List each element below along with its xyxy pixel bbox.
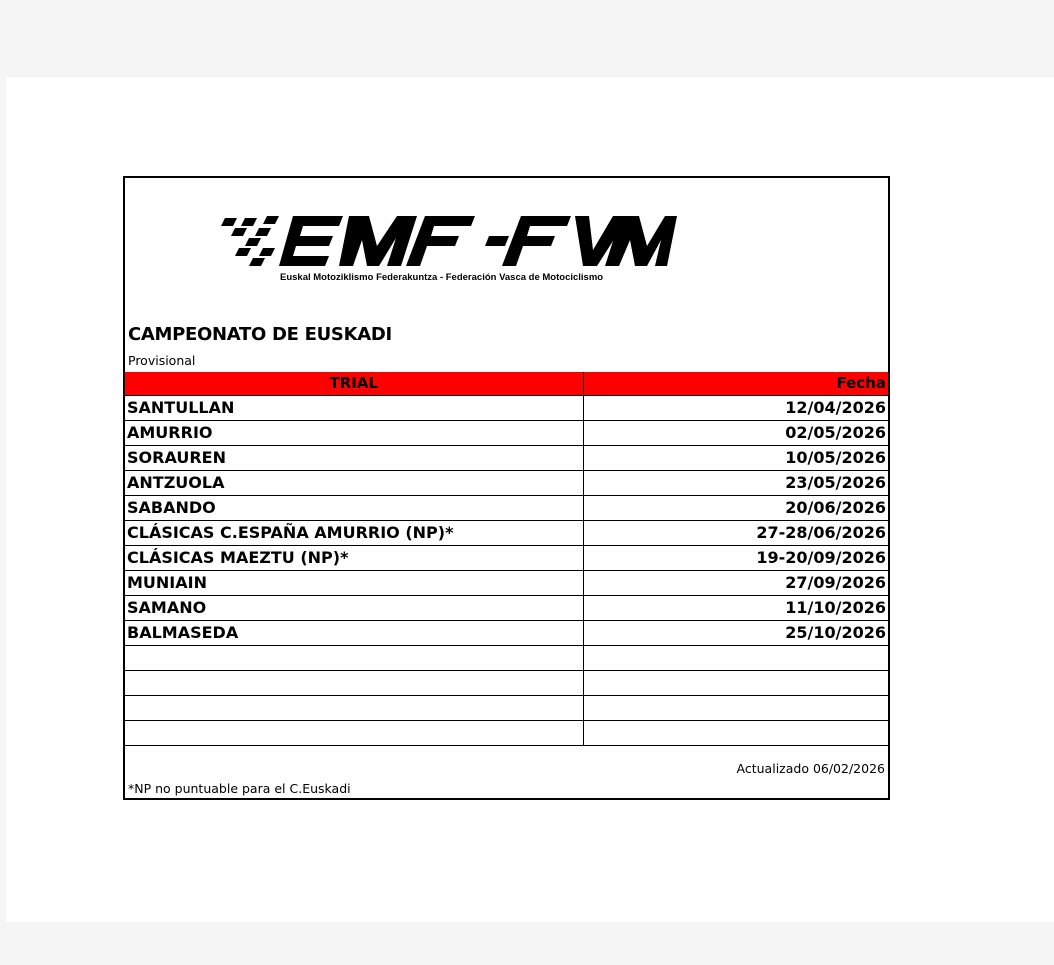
table-row xyxy=(125,646,888,671)
event-name-cell: AMURRIO xyxy=(125,421,583,446)
event-name-cell: SABANDO xyxy=(125,496,583,521)
event-date-cell: 20/06/2026 xyxy=(583,496,888,521)
table-row xyxy=(125,621,888,646)
table-row xyxy=(125,446,888,471)
event-name-cell: CLÁSICAS C.ESPAÑA AMURRIO (NP)* xyxy=(125,521,583,546)
table-row xyxy=(125,571,888,596)
event-name-cell: ANTZUOLA xyxy=(125,471,583,496)
event-date-cell xyxy=(583,696,888,721)
event-date-cell xyxy=(583,646,888,671)
status-label: Provisional xyxy=(128,353,196,368)
event-name-cell xyxy=(125,721,583,746)
event-date-cell: 02/05/2026 xyxy=(583,421,888,446)
page-title: CAMPEONATO DE EUSKADI xyxy=(128,324,392,345)
event-name-cell xyxy=(125,696,583,721)
calendar-table xyxy=(125,372,888,746)
table-row xyxy=(125,471,888,496)
footnote: *NP no puntuable para el C.Euskadi xyxy=(128,781,351,796)
event-name-cell xyxy=(125,671,583,696)
event-date-cell: 12/04/2026 xyxy=(583,396,888,421)
event-date-cell: 25/10/2026 xyxy=(583,621,888,646)
column-header-trial: TRIAL xyxy=(125,372,583,396)
calendar-sheet xyxy=(123,176,890,800)
table-row xyxy=(125,396,888,421)
checkered-flag-icon xyxy=(221,216,279,266)
event-name-cell xyxy=(125,646,583,671)
table-row xyxy=(125,721,888,746)
event-name-cell: SORAUREN xyxy=(125,446,583,471)
event-date-cell xyxy=(583,721,888,746)
event-date-cell: 27-28/06/2026 xyxy=(583,521,888,546)
event-date-cell: 11/10/2026 xyxy=(583,596,888,621)
event-name-cell: SAMANO xyxy=(125,596,583,621)
event-date-cell: 19-20/09/2026 xyxy=(583,546,888,571)
column-header-fecha: Fecha xyxy=(583,372,888,396)
event-name-cell: BALMASEDA xyxy=(125,621,583,646)
table-row xyxy=(125,421,888,446)
event-date-cell: 23/05/2026 xyxy=(583,471,888,496)
event-name-cell: MUNIAIN xyxy=(125,571,583,596)
updated-date: Actualizado 06/02/2026 xyxy=(736,761,885,776)
event-date-cell xyxy=(583,671,888,696)
logo-subtitle: Euskal Motoziklismo Federakuntza - Federación Vasca de Motociclismo xyxy=(280,272,604,283)
event-name-cell: CLÁSICAS MAEZTU (NP)* xyxy=(125,546,583,571)
event-date-cell: 10/05/2026 xyxy=(583,446,888,471)
table-row xyxy=(125,696,888,721)
table-row xyxy=(125,521,888,546)
event-name-cell: SANTULLAN xyxy=(125,396,583,421)
table-row xyxy=(125,496,888,521)
table-row xyxy=(125,546,888,571)
table-row xyxy=(125,671,888,696)
event-date-cell: 27/09/2026 xyxy=(583,571,888,596)
table-row xyxy=(125,596,888,621)
table-header-row xyxy=(125,372,888,396)
